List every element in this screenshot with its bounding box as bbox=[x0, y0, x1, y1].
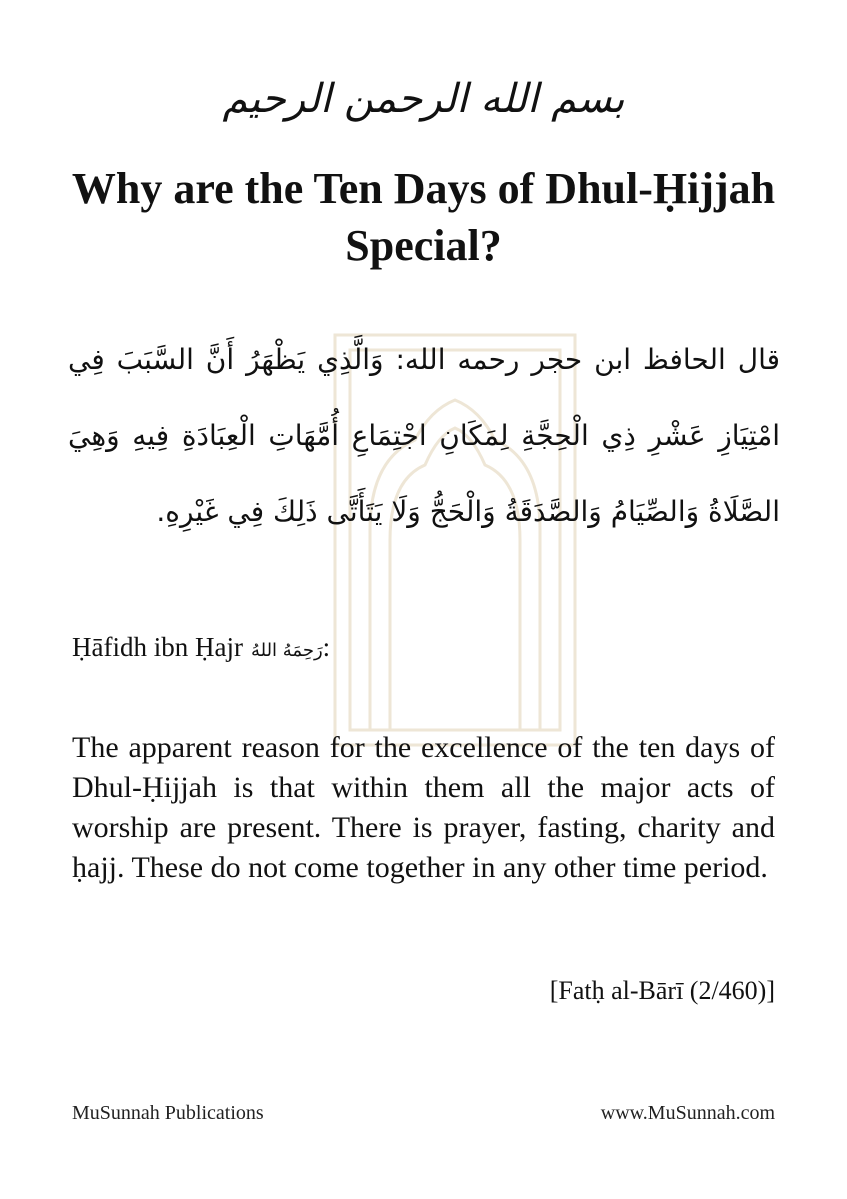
source-citation: [Fatḥ al-Bārī (2/460)] bbox=[549, 976, 775, 1005]
quote-attribution bbox=[72, 632, 330, 663]
page-title bbox=[60, 160, 787, 274]
scholar-name: Ḥāfidh ibn Ḥajr bbox=[72, 632, 243, 662]
attribution-colon: : bbox=[322, 632, 331, 662]
english-translation: The apparent reason for the excellence of the ten days of Dhul-Ḥijjah is that within them all the major acts of worship are present. There is prayer, fasting, charity and ḥajj. These do not come together in any other time period. bbox=[72, 731, 775, 884]
honorific: رَحِمَهُ اللهُ bbox=[250, 640, 323, 661]
footer-website[interactable]: www.MuSunnah.com bbox=[600, 1102, 775, 1124]
footer-publisher: MuSunnah Publications bbox=[72, 1102, 264, 1124]
title-line-2: Special? bbox=[345, 221, 502, 271]
bismillah-calligraphy: بسم الله الرحمن الرحيم bbox=[222, 76, 625, 122]
title-line-1: Why are the Ten Days of Dhul-Ḥijjah bbox=[71, 164, 776, 213]
arabic-quote: قال الحافظ ابن حجر رحمه الله: وَالَّذِي يَظْهَرُ أَنَّ السَّبَبَ فِي امْتِيَازِ عَشْرِ ذِي الْحِجَّةِ لِمَكَانِ اجْتِمَاعِ أُمَّهَاتِ الْعِبَادَةِ فِيهِ وَهِيَ الصَّلَاةُ وَالصِّيَامُ وَالصَّدَقَةُ وَالْحَجُّ وَلَا يَتَأَتَّى ذَلِكَ فِي غَيْرِهِ. bbox=[68, 343, 780, 528]
